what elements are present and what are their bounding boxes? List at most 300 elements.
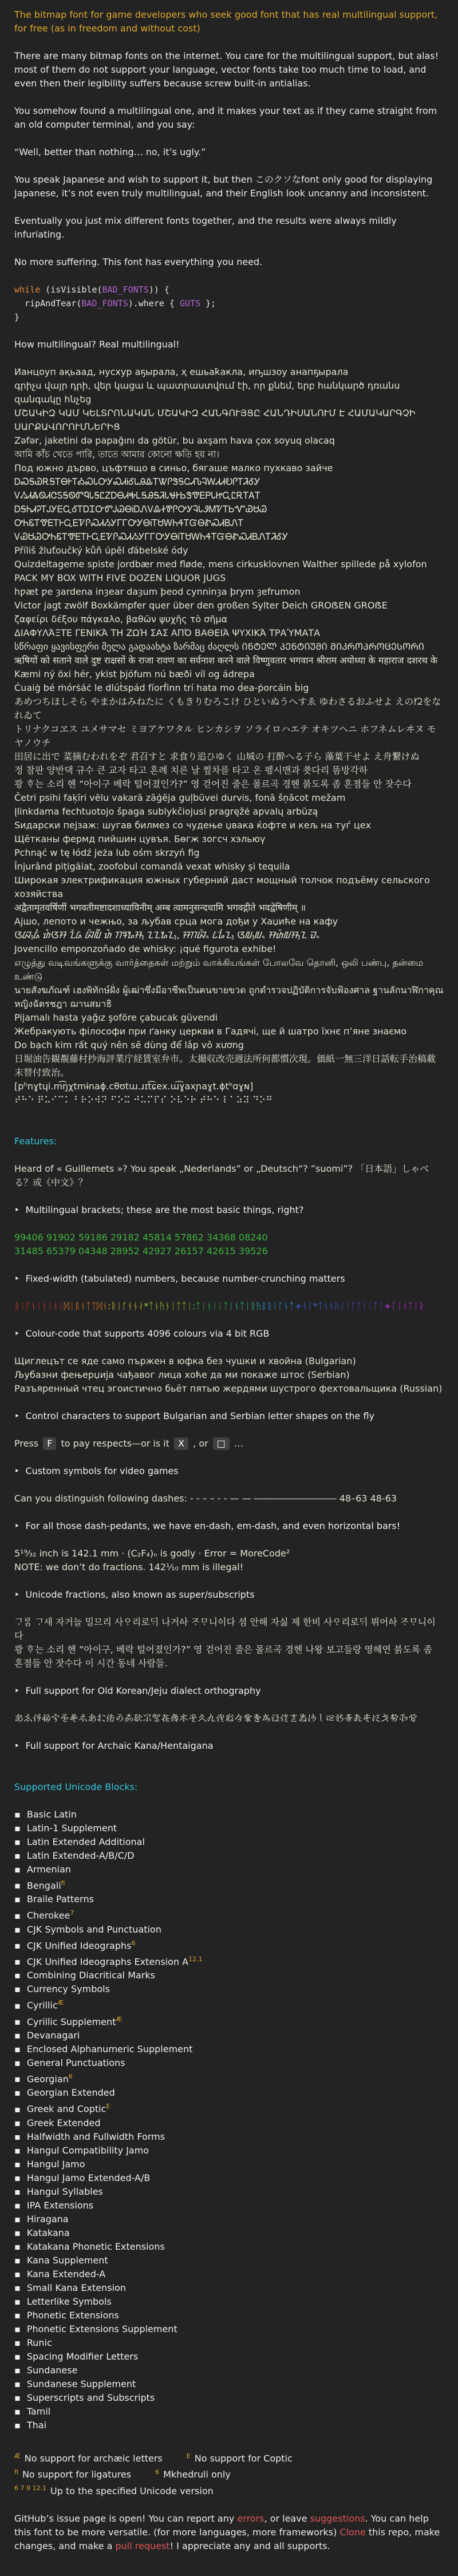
square-bullet-icon: ▪	[14, 2087, 21, 2099]
link-errors[interactable]: errors	[237, 2512, 264, 2524]
intro-paragraph: How multilingual? Real multilingual!	[14, 339, 180, 350]
footnote-text: No support for Coptic	[194, 2452, 293, 2464]
rainbow-rune-line	[14, 1299, 444, 1313]
unicode-block-item	[14, 1808, 444, 1822]
feature-bullet-text: Colour-code that supports 4096 colours via 4 bit RGB	[25, 1328, 270, 1339]
square-bullet-icon: ▪	[14, 1970, 21, 1981]
unicode-block-label: General Punctuations	[26, 2057, 125, 2068]
footnote	[14, 2453, 163, 2464]
pangram-line: ᎠᎦᏂᏗᎮᎢᎫᎩᎬᏩᎴᎢᎠᏆᏅᏛᎫᏊᎾᎥᎠᏁᏙᎲᏐᏈᎵᎤᎩᎸᏓᏭᎷᏤᎢᏏᏉᏯᏌᏊ ᎤᏂᏋᎢᏡᎬᎢᎰᏩᎬᏤᎵᏍᏗᏱᎩᎱᎱᎤᎩᎾᎥᎢᏌᎳᏂᏎᎢᏳᎾᏑᏍᏗᏴᏁᎢ	[14, 504, 267, 528]
feature-bullet-text: Fixed-width (tabulated) numbers, because number-crunching matters	[25, 1273, 345, 1284]
link-clone[interactable]: Clone	[339, 2526, 366, 2538]
demo-line: 쾅 ᄒᆞ는 소리 헨 “아이구, 베락 털어졌인가?” 영 걷어진 줄은 몰르곡 경헨 나왕 보고들랑 영헤연 붉도록 좀 혼졈들 안 잣수다 이 시간 동네 사람들.	[14, 1644, 432, 1669]
feature-bullet-text: Unicode fractions, also known as super/subscripts	[25, 1589, 255, 1600]
demo-line: Љубазни фењерџија чађавог лица хоће да ми покаже штос (Serbian)	[14, 1369, 350, 1380]
feature-group-bullet	[14, 1739, 444, 1753]
triangle-bullet-icon: ‣	[14, 1204, 20, 1215]
code-line	[14, 283, 444, 297]
unicode-block-item	[14, 2391, 444, 2405]
unicode-block-label: Latin Extended Additional	[26, 1836, 145, 1847]
unicode-block-label: Kana Extended-A	[26, 2268, 106, 2279]
feature-bullet-line	[14, 1519, 444, 1533]
square-bullet-icon: ▪	[14, 2117, 21, 2128]
square-bullet-icon: ▪	[14, 2158, 21, 2170]
feature-group-bullet	[14, 1272, 444, 1286]
unicode-block-item	[14, 2013, 444, 2029]
unicode-block-label: Phonetic Extensions Supplement	[26, 2323, 177, 2334]
square-bullet-icon: ▪	[14, 2419, 21, 2431]
square-bullet-icon: ▪	[14, 2309, 21, 2321]
demo-line: ᄀᆞᄅᆞᆷ ᄀᆞ새 자거늘 밀므리 사ᄋᆞ리로ᄃᆡ 나거ᅀᅡ ᄌᆞᄆᆞ니ᅌᅵ다 셤 안해 자싫 제 한비 사ᄋᆞ리로ᄃᆡ 뷔어ᅀᅡ ᄌᆞᄆᆞ니ᅌᅵ다	[14, 1617, 436, 1641]
unicode-block-label: Basic Latin	[26, 1809, 77, 1820]
square-bullet-icon: ▪	[14, 1894, 21, 1905]
demo-line: Щиглецът се яде само пържен в юфка без чушки и хвойна (Bulgarian)	[14, 1356, 356, 1366]
pangram-line: ᎠᏍᎦᏯᎡᎦᎢᎾᎨᎢᎣᏍᏓᎤᎩᏍᏗᎥᎴᏓᎯᎲᎢᏔᎵᏕᎦᏟᏗᏖᎸᎳᏗᏗᎧᎵᎢᏘᎴᎩ ᏙᏱᏗᏜᏫᏗᏣᏚᎦᏫᏛᏄᏓᎦᏝᏃᎠᎾᏗᎭᏞᎦᎯᎦᏘᏓᏠᎨᏏᏕᏡᎬᏢᏓᏥᏩᏝᎡᎢᎪᎢ	[14, 476, 261, 501]
press-key-text: , or	[190, 1438, 211, 1449]
unicode-block-item	[14, 1923, 444, 1937]
footnote-row	[14, 2482, 444, 2498]
pangram-line: Do bạch kim rất quý nên sẽ dùng để lắp vô xương	[14, 1040, 244, 1050]
unicode-block-label: Kana Supplement	[26, 2254, 108, 2266]
square-bullet-icon: ▪	[14, 2323, 21, 2334]
square-bullet-icon: ▪	[14, 2282, 21, 2293]
feature-bullet-text: For all those dash-pedants, we have en-dash, em-dash, and even horizontal bars!	[25, 1520, 401, 1531]
intro-paragraph: You speak Japanese and wish to support it, but then このクソなfont only good for displaying Japanese, it’s not even truly multilingual, and their English look uncanny and inconsistent.	[14, 174, 433, 199]
footnote-marker: fi	[61, 1879, 65, 1887]
footnote-marker: 6 7 9 12.1	[14, 2484, 46, 2492]
pangram-line: Ċuaiġ bé ṁórṡáċ le dlúṫspád fíorḟinn trí hata mo ḋea-ṗorcáin ḃig	[14, 682, 309, 693]
unicode-block-item	[14, 2364, 444, 2377]
footer-text: this repo, make changes, and make a	[14, 2526, 440, 2551]
unicode-block-item	[14, 2322, 444, 2336]
square-bullet-icon: ▪	[14, 2268, 21, 2279]
unicode-block-item	[14, 2212, 444, 2226]
unicode-block-label: Sundanese Supplement	[26, 2378, 136, 2389]
feature-group-runes	[14, 1299, 444, 1313]
rune-segment: ᛁᚾᛏᛁᚱᚤ	[228, 1301, 262, 1311]
unicode-block-item	[14, 2240, 444, 2254]
pangram-line: Příliš žluťoučký kůň úpěl ďábelské ódy	[14, 545, 188, 556]
unicode-block-item	[14, 2070, 444, 2086]
pangram-line: 日堀油告観覩藤村抄海評業庁経賃室弁市。太撮収改売週法所何都慣次現。価紙一無三洋日話転手治稿載末替付致治。	[14, 1053, 436, 1078]
pangram-line: あめつちほしそら やまかはみねたに くもきりむろこけ ひといぬうへすゑ ゆわさるおふせよ えの𛀁をなれゐて	[14, 696, 441, 721]
pangram-line: ऋषियों को सताने वाले दुष्ट राक्षसों के राजा रावण का सर्वनाश करने वाले विष्णुवतार भगवान श्रीराम अयोध्या के महाराज दशरथ के	[14, 655, 438, 666]
footnote-marker: 6	[68, 2072, 73, 2080]
triangle-bullet-icon: ‣	[14, 1465, 20, 1476]
square-bullet-icon: ▪	[14, 1836, 21, 1847]
footnote-marker: 6	[155, 2468, 160, 2476]
footnote-section	[14, 2449, 444, 2498]
unicode-block-label: Enclosed Alphanumeric Supplement	[26, 2043, 193, 2055]
unicode-block-label: Katakana Phonetic Extensions	[26, 2241, 165, 2252]
unicode-block-item	[14, 1982, 444, 1996]
unicode-block-item	[14, 2336, 444, 2350]
square-bullet-icon: ▪	[14, 2378, 21, 2389]
unicode-block-label: Hangul Jamo	[26, 2158, 85, 2170]
feature-bullet-line	[14, 1464, 444, 1478]
pangram-line: আমি কাঁচ খেতে পারি, তাতে আমার কোনো ক্ষতি হয় না।	[14, 449, 220, 460]
triangle-bullet-icon: ‣	[14, 1328, 20, 1339]
keycap-icon: X	[174, 1437, 188, 1450]
demo-line: NOTE: we don’t do fractions. 142¹⁄₁₀ mm is illegal!	[14, 1562, 244, 1573]
pangram-line: [pʰnɣtɥi.m͡ŋχtmɨnaɸ.cθʊtɯ.ɹɪt͡ɕex.ɯ͡ɣaxɲaɣt.ɸtʰɑɣɴ]	[14, 1081, 254, 1092]
pangram-line: 田居に出で 菜摘むわれをぞ 君召すと 求食り追ひゆく 山城の 打酔へる子ら 藻葉干せよ え舟繋けぬ	[14, 751, 420, 762]
pangram-line: Pchnąć w tę łódź jeża lub ośm skrzyń fig	[14, 847, 200, 858]
feature-group-demo	[14, 1712, 444, 1725]
pangram-line: 쾅 ᄒᆞ는 소리 헨 “아이구 베락 털어졌인가?” 영 걷어진 줄은 몰르곡 경헨 붉도록 좀 혼졈들 안 잣수다	[14, 779, 412, 789]
square-bullet-icon: ▪	[14, 2131, 21, 2142]
keycap-icon: □	[213, 1437, 230, 1450]
demo-line: Can you distinguish following dashes: - - – – - - — — ――――――――― 48–63 48-63	[14, 1493, 397, 1504]
footnote-text: Mkhedruli only	[163, 2469, 231, 2480]
unicode-block-label: Georgian	[26, 2073, 69, 2085]
unicode-block-item	[14, 2042, 444, 2056]
press-key-text: …	[231, 1438, 243, 1449]
pangram-line: अद्वैतामृतवर्षिणीं भगवतीमष्टादशाध्यायिनीम् अम्ब त्वामनुसन्दधामि भगवद्गीते भवद्वेषिणीम् ॥	[14, 902, 306, 913]
square-bullet-icon: ▪	[14, 1809, 21, 1820]
square-bullet-icon: ▪	[14, 2350, 21, 2362]
square-bullet-icon: ▪	[14, 2227, 21, 2238]
triangle-bullet-icon: ‣	[14, 1411, 20, 1421]
pangram-line: ᮃᮘ᮪ᮓᮤ ᮒᮤᮃᮞ ᮔᮨᮓ ᮘᮨᮜᮤᮀ ᮒᮩ ᮊᮛᮇᮞ᮪ ᮔᮔᮇᮔ᮪, ᮞᮊᮘᮨᮂ ᮄᮐᮤᮔ᮪ ᮃᮜ᮪ᮜᮂ ᮞᮒᮨᮜᮞ᮪ᮔ ᮙᮂ	[14, 930, 320, 941]
pangram-line: Широкая электрификация южных губерний даст мощный толчок подъёму сельского хозяйства	[14, 875, 430, 899]
square-bullet-icon: ▪	[14, 2337, 21, 2348]
feature-bullet-text: Custom symbols for video games	[25, 1465, 179, 1476]
pangram-line: Щётканы фермд пийшин цувъя. Бөгж зогсч хэльюү	[14, 833, 266, 844]
square-bullet-icon: ▪	[14, 1823, 21, 1834]
code-line	[14, 297, 444, 310]
unicode-block-item	[14, 2405, 444, 2419]
feature-group-keys	[14, 1437, 444, 1451]
pangram-line: ᏙᏯᏌᏊᎤᏂᏋᎢᏡᎬᎢᎰᏩᎬᏤᎵᏍᏗᏱᎩᎱᎱᎤᎩᎾᎥᎢᏌᎳᏂᏎᎢᏳᎾᏑᏍᏗᏴᏁᎢᏘᎴᎩ	[14, 531, 289, 542]
pangram-line: Жебракують філософи при ґанку церкви в Гадячі, ще й шатро їхнє п’яне знаємо	[14, 1026, 407, 1037]
pangram-line: 정 참판 양반댁 규수 큰 교자 타고 혼례 치른 날 찦차를 타고 온 펲시맨과 쑛다리 똠방각하	[14, 765, 368, 776]
square-bullet-icon: ▪	[14, 2000, 21, 2011]
unicode-block-label: Spacing Modifier Letters	[26, 2350, 139, 2362]
unicode-block-label: Small Kana Extension	[26, 2282, 126, 2293]
feature-group-bullet	[14, 1464, 444, 1478]
square-bullet-icon: ▪	[14, 2103, 21, 2115]
pangram-line: hƿæt ƿe ȝardena inȝear daȝum þeod cynninȝa þrym ȝefrumon	[14, 586, 301, 597]
code-token-plain: )) {	[148, 285, 169, 295]
feature-bullet-line	[14, 1203, 444, 1217]
square-bullet-icon: ▪	[14, 2392, 21, 2403]
footer-text: GitHub’s issue page is open! You can report any	[14, 2512, 238, 2524]
unicode-block-item	[14, 1835, 444, 1849]
pangram-line: Pijamalı hasta yağız şoföre çabucak güvendi	[14, 1012, 218, 1023]
feature-bullet-text: Full support for Archaic Kana/Hentaigana	[25, 1740, 214, 1751]
unicode-block-label: Greek Extended	[26, 2117, 101, 2128]
feature-bullet-line	[14, 1272, 444, 1286]
unicode-block-item	[14, 2295, 444, 2309]
unicode-block-label: Tamil	[26, 2405, 51, 2417]
unicode-block-item	[14, 2116, 444, 2130]
footnote-marker: E	[106, 2103, 110, 2111]
feature-group-demo	[14, 1492, 444, 1506]
rune-segment: :ᚱᛁᚴᚾᚾᛅ	[108, 1301, 144, 1311]
unicode-block-item	[14, 1953, 444, 1969]
triangle-bullet-icon: ‣	[14, 1520, 20, 1531]
unicode-block-label: CJK Unified Ideographs Extension A	[26, 1956, 189, 1967]
footnote-marker: Æ	[14, 2452, 21, 2460]
code-token-plain: (isVisible(	[40, 285, 102, 295]
square-bullet-icon: ▪	[14, 2405, 21, 2417]
square-bullet-icon: ▪	[14, 2029, 21, 2041]
unicode-block-item	[14, 2350, 444, 2364]
unicode-block-item	[14, 1876, 444, 1893]
unicode-block-item	[14, 2185, 444, 2199]
feature-group-demo	[14, 1547, 444, 1574]
pangram-line: Înjurând pițigăiat, zoofobul comandă vexat whisky și tequila	[14, 861, 290, 872]
square-bullet-icon: ▪	[14, 2364, 21, 2376]
code-token-kw: while	[14, 285, 41, 295]
triangle-bullet-icon: ‣	[14, 1685, 20, 1696]
unicode-block-label: CJK Unified Ideographs	[26, 1939, 132, 1951]
pangram-line: ζαφείρι δέξου πάγκαλο, βαθῶν ψυχῆς τὸ σῆμα	[14, 614, 228, 625]
triangle-bullet-icon: ‣	[14, 1740, 20, 1751]
feature-bullet-line	[14, 1739, 444, 1753]
unicode-block-item	[14, 2419, 444, 2432]
feature-group-bullet	[14, 1327, 444, 1341]
code-token-var: BAD_FONTS	[81, 298, 128, 309]
feature-bullet-line	[14, 1327, 444, 1341]
footer-text: . You can help this font to be more versatile. (for more languages, more frameworks)	[14, 2512, 429, 2538]
rune-segment: ᛞᛁᛒᚾᛏᛏᛞᚾ	[64, 1301, 108, 1311]
unicode-block-label: Superscripts and Subscripts	[26, 2392, 155, 2403]
pangram-line: Ајшо, лепото и чежњо, за љубав срца мога дођи у Хаџиће на кафу	[14, 916, 338, 927]
feature-bullet-text: Full support for Old Korean/Jeju dialect orthography	[25, 1685, 261, 1696]
rune-segment: :ᛏᛁᚾᛁᛁᛏ	[192, 1301, 229, 1311]
unicode-block-item	[14, 1906, 444, 1922]
footnote-marker: Æ	[116, 2015, 123, 2023]
code-token-plain: ripAndTear(	[14, 298, 82, 309]
tabular-numbers-line: 31485 65379 04348 28952 42927 26157 42615 39526	[14, 1246, 268, 1257]
unicode-block-item	[14, 2171, 444, 2185]
unicode-block-label: Runic	[26, 2337, 52, 2348]
square-bullet-icon: ▪	[14, 2186, 21, 2197]
feature-group-bullet	[14, 1203, 444, 1217]
triangle-bullet-icon: ‣	[14, 1589, 20, 1600]
unicode-block-label: Phonetic Extensions	[26, 2309, 119, 2321]
unicode-block-label: CJK Symbols and Punctuation	[26, 1923, 161, 1935]
square-bullet-icon: ▪	[14, 2172, 21, 2183]
pangram-line: գրիչս վայր դրի, վեր կացա և պատրաստվում էի, որ քնեմ, երբ հանկարծ դռանս զանգակը հնչեց	[14, 380, 400, 405]
unicode-block-item	[14, 2226, 444, 2240]
unicode-block-label: IPA Extensions	[26, 2199, 94, 2211]
footnote-marker: Æ	[57, 1999, 64, 2007]
unicode-block-item	[14, 1849, 444, 1863]
tabular-numbers-line: 99406 91902 59186 29182 45814 57862 34368 08240	[14, 1232, 268, 1243]
unicode-block-label: Devanagari	[26, 2029, 80, 2041]
keycap-icon: F	[43, 1437, 56, 1450]
feature-group-bullet	[14, 1409, 444, 1423]
square-bullet-icon: ▪	[14, 2296, 21, 2307]
pangram-line: Ѕидарски пејзаж: шугав билмез со чудење џвака ќофте и кељ на туѓ цех	[14, 820, 372, 831]
pangram-line: ΔΙΑΦΥΛΆΞΤΕ ΓΕΝΙΚΆ ΤΗ ΖΩΉ ΣΑΣ ΑΠΌ ΒΑΘΕΙΆ ΨΥΧΙΚΆ ΤΡΑΎΜΑΤΑ	[14, 627, 321, 638]
unicode-block-label: Bengali	[26, 1880, 61, 1891]
intro-paragraph: There are many bitmap fonts on the internet. You care for the multilingual support, but alas! most of them do not support your language, vector fonts take too much time to load, and even then their legibility suffers because screw built-in antialias.	[14, 50, 439, 89]
pangram-line: எழுத்து வடிவங்களுக்கு வார்த்தைகள் மற்றும் வாக்கியங்கள் போலவே தொனி, ஒலி பண்பு, தன்மை உண்டு	[14, 957, 424, 982]
unicode-block-label: Braile Patterns	[26, 1894, 94, 1905]
unicode-block-item	[14, 2267, 444, 2281]
rune-segment: *ᛏᚾᚤᚾᛁᛏᛏᛁ	[144, 1301, 193, 1311]
unicode-block-label: Hiragana	[26, 2213, 69, 2225]
unicode-block-label: Halfwidth and Fullwidth Forms	[26, 2131, 165, 2142]
rune-segment: ᛒᚱᛁᚴᚾᛏ	[261, 1301, 295, 1311]
code-block	[14, 283, 444, 324]
footnote-text: Up to the specified Unicode version	[50, 2485, 214, 2496]
unicode-block-item	[14, 2029, 444, 2042]
footnote	[155, 2469, 231, 2480]
feature-group-bullet	[14, 1588, 444, 1602]
footnote-marker: E	[186, 2452, 191, 2460]
unicode-block-label: Georgian Extended	[26, 2087, 115, 2099]
unicode-block-label: Latin-1 Supplement	[26, 1823, 117, 1834]
unicode-block-item	[14, 2254, 444, 2267]
unicode-block-item	[14, 2144, 444, 2158]
triangle-bullet-icon: ‣	[14, 1273, 20, 1284]
square-bullet-icon: ▪	[14, 1910, 21, 1921]
demo-line: Разъяренный чтец эгоистично бьёт пятью жердями шустрого фехтовальщика (Russian)	[14, 1383, 443, 1394]
pangram-line: Quizdeltagerne spiste jordbær med fløde, mens cirkusklovnen Walther spillede på xylofon	[14, 559, 427, 570]
pangram-line: Četri psihi faķīri vēlu vakarā zāģēja guļbūvei durvis, fonā šņācot mežam	[14, 792, 346, 803]
square-bullet-icon: ▪	[14, 1984, 21, 1995]
unicode-block-label: Hangul Compatibility Jamo	[26, 2144, 149, 2156]
footer-text: ! I appreciate any and all supports.	[169, 2540, 330, 2551]
square-bullet-icon: ▪	[14, 1923, 21, 1935]
unicode-block-item	[14, 2130, 444, 2144]
square-bullet-icon: ▪	[14, 2043, 21, 2055]
press-key-text: Press	[14, 1438, 42, 1449]
feature-group-demo	[14, 1615, 444, 1670]
press-key-line	[14, 1437, 444, 1451]
feature-bullet-line	[14, 1684, 444, 1698]
code-token-plain: }	[14, 312, 20, 322]
unicode-block-label: Currency Symbols	[26, 1984, 110, 1995]
unicode-block-label: Cherokee	[26, 1910, 70, 1921]
square-bullet-icon: ▪	[14, 1939, 21, 1951]
intro-paragraph: You somehow found a multilingual one, and it makes your text as if they came straight from an old computer terminal, and you say:	[14, 105, 437, 130]
footnote-row	[14, 2466, 444, 2482]
unicode-block-label: Cyrillic Supplement	[26, 2016, 116, 2027]
intro-paragraph: Eventually you just mix different fonts together, and the results were always mildly infuriating.	[14, 215, 397, 240]
footer-paragraph	[14, 2512, 444, 2553]
pangram-line: นายสังฆภัณฑ์ เฮงพิทักษ์ฝั่ง ผู้เฒ่าซึ่งมีอาชีพเป็นฅนขายขวด ถูกตำรวจปฏิบัติการจับฟ้องศาล ฐานลักนาฬิกาคุณหญิงฉัตรชฎา ฌานสมาธิ	[14, 985, 444, 1009]
unicode-block-label: Katakana	[26, 2227, 70, 2238]
unicode-block-item	[14, 2100, 444, 2116]
demo-line: Heard of « Guillemets »? You speak „Nederlands” or „Deutsch“? ”suomi”? 「日本語」しゃべる？或《中文》？	[14, 1163, 429, 1188]
unicode-block-list	[14, 1808, 444, 2432]
pangram-sample-list	[14, 365, 444, 1107]
pangram-line: Под южно дърво, цъфтящо в синьо, бягаше малко пухкаво зайче	[14, 463, 333, 473]
pangram-line: Victor jagt zwölf Boxkämpfer quer über den großen Sylter Deich GROẞEN GROẞE	[14, 600, 388, 611]
feature-bullet-text: Control characters to support Bulgarian and Serbian letter shapes on the fly	[25, 1411, 374, 1421]
footnote-marker: 7	[70, 1909, 74, 1917]
square-bullet-icon: ▪	[14, 2073, 21, 2085]
feature-group-bullet	[14, 1684, 444, 1698]
unicode-block-item	[14, 2158, 444, 2171]
unicode-blocks-heading: Supported Unicode Blocks:	[14, 1781, 138, 1792]
unicode-block-item	[14, 2309, 444, 2322]
square-bullet-icon: ▪	[14, 2144, 21, 2156]
unicode-block-label: Sundanese	[26, 2364, 78, 2376]
unicode-block-item	[14, 2056, 444, 2070]
footer-text: , or leave	[264, 2512, 310, 2524]
footnote	[14, 2486, 214, 2496]
unicode-block-label: Letterlike Symbols	[26, 2296, 112, 2307]
code-token-var: BAD_FONTS	[102, 285, 149, 295]
pangram-line: Zəfər, jaketini də papağını da götür, bu axşam hava çox soyuq olacaq	[14, 435, 335, 446]
square-bullet-icon: ▪	[14, 2016, 21, 2027]
unicode-block-item	[14, 1937, 444, 1953]
pangram-line: სწრაფი ყავისფერი მელა გადაახტა ზარმაც ძაღლს ᲘᲜᲢᲔᲚ ᲞᲔᲜᲢᲘᲣᲛᲘ ᲛᲘᲙᲠᲝᲞᲠᲝᲪᲔᲡᲝᲠᲘ	[14, 641, 424, 652]
footnote-marker: 6	[131, 1939, 136, 1947]
feature-bullet-line	[14, 1588, 444, 1602]
unicode-block-item	[14, 2086, 444, 2100]
feature-bullet-line	[14, 1409, 444, 1423]
features-section	[14, 1162, 444, 1753]
footnote	[187, 2453, 293, 2464]
code-line	[14, 310, 444, 324]
rune-segment: +ᚴᛁᚾᛏᛁᚱ	[384, 1301, 425, 1311]
unicode-block-item	[14, 1863, 444, 1876]
pangram-line: トリナクコヱス ユメサマセ ミヨアケワタル ヒンカシヲ ソライロハエテ オキツヘニ ホフネムレヰヌ モヤノウチ	[14, 724, 436, 748]
square-bullet-icon: ▪	[14, 2254, 21, 2266]
code-token-plain: };	[200, 298, 216, 309]
pangram-line: Ианцоуп ақьаад, нусхур аҕырала, ҳ ешьаҟакла, иҧшзоу анапҕырала	[14, 366, 349, 377]
unicode-block-label: Hangul Syllables	[26, 2186, 103, 2197]
quote-paragraph: “Well, better than nothing… no, it’s ugly.”	[14, 147, 206, 157]
demo-line: 5¹⁹⁄₃₂ inch is 142.1 mm · (C₂F₄)ₙ is godly · Error = MoreCode²	[14, 1548, 290, 1559]
feature-group-demo	[14, 1162, 444, 1190]
footnote-text: No support for ligatures	[22, 2469, 132, 2480]
square-bullet-icon: ▪	[14, 2241, 21, 2252]
pangram-line: PACK MY BOX WITH FIVE DOZEN LIQUOR JUGS	[14, 572, 226, 583]
code-token-plain: ).where {	[128, 298, 180, 309]
unicode-block-item	[14, 1893, 444, 1906]
footnote-marker: 12.1	[188, 1955, 203, 1963]
code-token-var: GUTS	[180, 298, 201, 309]
footnote-text: No support for archæic letters	[24, 2452, 163, 2464]
page-title: The bitmap font for game developers who seek good font that has real multilingual support, for free (as in freedom and without cost)	[14, 9, 438, 34]
unicode-block-label: Latin Extended-A/B/C/D	[26, 1850, 135, 1861]
link-pull-request[interactable]: pull request	[115, 2540, 170, 2551]
square-bullet-icon: ▪	[14, 2213, 21, 2225]
unicode-block-label: Combining Diacritical Marks	[26, 1970, 155, 1981]
link-suggestions[interactable]: suggestions	[310, 2512, 365, 2524]
rune-segment: ᚱᛁᚴᚾᛁᚾᛁᚾᛁ	[14, 1301, 64, 1311]
unicode-block-label: Hangul Jamo Extended-A/B	[26, 2172, 151, 2183]
unicode-block-item	[14, 2281, 444, 2295]
unicode-block-label: Armenian	[26, 1864, 72, 1875]
pangram-line: ⠞⠓⠑ ⠟⠥⠊⠉⠅ ⠃⠗⠕⠺⠝ ⠋⠕⠭ ⠚⠥⠍⠏⠎ ⠕⠧⠑⠗ ⠞⠓⠑ ⠇⠁⠵⠽ ⠙⠕⠛	[14, 1095, 273, 1105]
feature-group-numbers	[14, 1231, 444, 1258]
feature-group-bullet	[14, 1519, 444, 1533]
unicode-block-item	[14, 1969, 444, 1982]
square-bullet-icon: ▪	[14, 1850, 21, 1861]
features-heading: Features:	[14, 1136, 57, 1147]
feature-group-demo	[14, 1354, 444, 1396]
pangram-line: ՄՇԱԿԻԶ ԿԱՄ ԿԵԼՏՐՈՆԱԿԱՆ ՄՇԱԿԻԶ ՀԱՆԳՈՒՅՑԸ ՀԱՆԴԻՍԱՆՈՒՄ Է ՀԱՄԱԿԱՐԳՉԻ ՍԱՐՔԱՎՈՐՈՒՄՆԵՐԻՑ	[14, 408, 416, 432]
square-bullet-icon: ▪	[14, 1864, 21, 1875]
square-bullet-icon: ▪	[14, 1880, 21, 1891]
square-bullet-icon: ▪	[14, 2057, 21, 2068]
square-bullet-icon: ▪	[14, 1956, 21, 1967]
unicode-block-item	[14, 2199, 444, 2212]
unicode-block-label: Thai	[26, 2419, 47, 2431]
pangram-line: Jovencillo emponzoñado de whisky: ¡qué figurota exhibe!	[14, 943, 277, 954]
footnote	[14, 2469, 131, 2480]
